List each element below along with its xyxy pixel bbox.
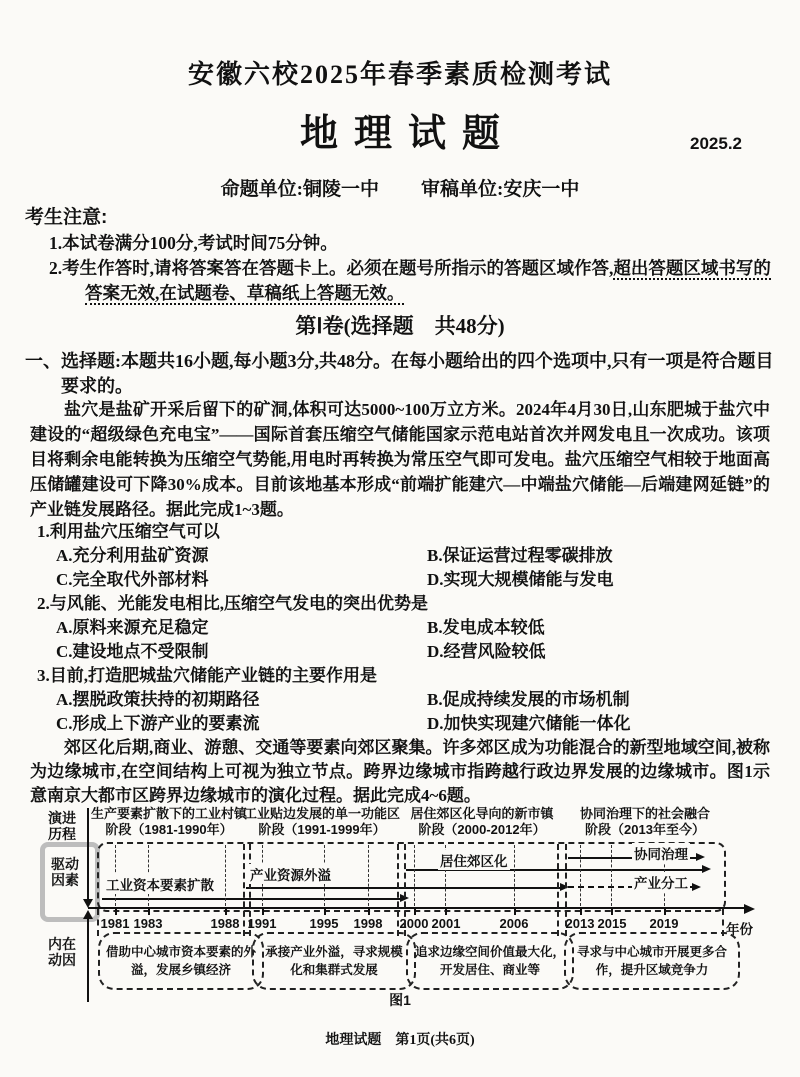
stage-2-name: 工业贴边发展的单一功能区 (243, 806, 400, 821)
figure-1-timeline-diagram (40, 806, 760, 1012)
stage-header-2 (243, 806, 401, 837)
year-tick-mark (414, 909, 416, 915)
dashed-year-divider (514, 845, 515, 906)
passage-salt-cavern: 盐穴是盐矿开采后留下的矿洞,体积可达5000~100万立方米。2024年4月30日,山东肥城于盐穴中建设的“超级绿色充电宝”——国际首套压缩空气储能国家示范电站首次并网发电且一次成功。该项目将剩余电能转换为压缩空气势能,用电时再转换为常压空气即可发电。盐穴压缩空气相较于地面高压储罐建设可下降30%成本。目前该地基本形成“前端扩能建穴—中端盐穴储能—后端建网延链”的产业链发展路径。据此完成1~3题。 (30, 400, 770, 519)
year-tick-mark (445, 909, 447, 915)
question-1-options-cd (32, 568, 780, 592)
dashed-period-boundary (722, 909, 724, 936)
stage-3-period: 阶段（2000-2012年） (418, 821, 546, 837)
internal-factor-box-2: 承接产业外溢，寻求规模化和集群式发展 (252, 932, 416, 990)
year-tick-label: 2001 (431, 916, 461, 931)
notice-item-2-emphasis: 超出答题区域书写的答案无效,在试题卷、草稿纸上答题无效。 (85, 258, 771, 303)
year-tick-mark (324, 909, 326, 915)
page-footer: 地理试题 第1页(共6页) (325, 1033, 475, 1048)
year-tick-label: 2006 (499, 916, 529, 931)
arrowhead-industrial-division (692, 883, 701, 891)
section-1-directive: 一、选择题:本题共16小题,每小题3分,共48分。在每小题给出的四个选项中,只有一项是符合题目要求的。 (25, 351, 774, 396)
row-label-internal: 内在动因 (48, 936, 76, 968)
internal-factor-box-4: 寻求与中心城市开展更多合作，提升区域竞争力 (564, 932, 740, 990)
volume-1-heading: 第Ⅰ卷(选择题 共48分) (295, 314, 505, 338)
figure-caption: 图1 (389, 992, 411, 1008)
question-1-options-ab (32, 544, 780, 568)
passage-edge-city: 郊区化后期,商业、游憩、交通等要素向郊区聚集。许多郊区成为功能混合的新型地域空间,被称为边缘城市,在空间结构上可视为独立节点。跨界边缘城市指跨越行政边界发展的边缘城市。图1示意南京大都市区跨界边缘城市的演化过程。据此完成4~6题。 (30, 738, 770, 805)
question-1-stem: 1.利用盐穴压缩空气可以 (37, 522, 220, 541)
driver-collaborative-governance: 协同治理 (632, 843, 690, 863)
year-tick-label: 1995 (309, 916, 339, 931)
question-block (32, 520, 780, 736)
year-tick-mark (262, 909, 264, 915)
driver-industrial-capital: 工业资本要素扩散 (104, 874, 216, 894)
notice-item-2 (25, 256, 777, 306)
option-3d: D.加快实现建穴储能一体化 (427, 714, 631, 733)
option-1d: D.实现大规模储能与发电 (427, 570, 614, 589)
stage-1-period: 阶段（1981-1990年） (105, 821, 233, 837)
year-tick-label: 1988 (210, 916, 240, 931)
row-label-drivers: 驱动因素 (51, 856, 79, 888)
year-tick-label: 1981 (100, 916, 130, 931)
dashed-period-boundary (397, 844, 399, 936)
year-tick-mark (580, 909, 582, 915)
stage-4-name: 协同治理下的社会融合 (579, 806, 710, 821)
notice-item-1: 1.本试卷满分100分,考试时间75分钟。 (49, 233, 338, 253)
arrowhead-collaborative-governance (696, 853, 705, 861)
year-tick-mark (368, 909, 370, 915)
question-2-options-ab (32, 616, 780, 640)
dashed-period-boundary (97, 909, 99, 936)
dashed-period-boundary (243, 844, 245, 936)
stage-1-name: 生产要素扩散下的工业村镇 (90, 806, 247, 821)
question-2-stem: 2.与风能、光能发电相比,压缩空气发电的突出优势是 (37, 594, 428, 613)
paper-date: 2025.2 (690, 134, 742, 153)
dashed-year-divider (368, 845, 369, 906)
candidate-notice (25, 205, 777, 306)
year-tick-label: 1998 (353, 916, 383, 931)
option-1b: B.保证运营过程零碳排放 (427, 546, 613, 565)
year-tick-label: 2000 (399, 916, 429, 931)
dashed-year-divider (611, 845, 612, 906)
axis-label-year: 年份 (726, 922, 753, 937)
dashed-year-divider (225, 845, 226, 906)
year-tick-label: 1983 (133, 916, 163, 931)
dashed-year-divider (580, 845, 581, 906)
question-3-options-cd (32, 712, 780, 736)
dashed-period-boundary (404, 844, 406, 936)
driver-industry-spillover: 产业资源外溢 (248, 864, 333, 884)
year-tick-label: 2019 (649, 916, 679, 931)
year-tick-mark (611, 909, 613, 915)
org-line (0, 174, 800, 201)
option-1a: A.充分利用盐矿资源 (56, 546, 209, 565)
row-label-evolution: 演进历程 (48, 810, 76, 842)
arrow-line-industrial-capital (102, 898, 402, 900)
stage-header-1 (88, 806, 250, 837)
year-tick-mark (664, 909, 666, 915)
year-tick-mark (514, 909, 516, 915)
stage-header-4 (567, 806, 723, 837)
question-2-options-cd (32, 640, 780, 664)
driver-industrial-division: 产业分工 (632, 872, 690, 892)
year-tick-mark (115, 909, 117, 915)
stage-4-period: 阶段（2013年至今） (585, 821, 705, 837)
year-tick-label: 2015 (597, 916, 627, 931)
year-tick-label: 1991 (247, 916, 277, 931)
internal-factor-box-1: 借助中心城市资本要素的外溢，发展乡镇经济 (98, 932, 264, 990)
stage-2-period: 阶段（1991-1999年） (258, 821, 386, 837)
dashed-period-boundary (557, 844, 559, 936)
dashed-year-divider (414, 845, 415, 906)
option-2a: A.原料来源充足稳定 (56, 618, 209, 637)
page-title: 地理试题 (299, 113, 516, 155)
arrowhead-residential-suburbanization (702, 865, 711, 873)
option-2c: C.建设地点不受限制 (56, 642, 209, 661)
internal-factor-box-3: 追求边缘空间价值最大化，开发居住、商业等 (406, 932, 574, 990)
option-1c: C.完全取代外部材料 (56, 570, 209, 589)
option-3a: A.摆脱政策扶持的初期路径 (56, 690, 260, 709)
notice-heading: 考生注意: (25, 207, 108, 228)
driver-residential-suburbanization: 居住郊区化 (438, 850, 510, 870)
year-tick-label: 2013 (565, 916, 595, 931)
option-2d: D.经营风险较低 (427, 642, 546, 661)
question-3-options-ab (32, 688, 780, 712)
option-2b: B.发电成本较低 (427, 618, 545, 637)
notice-item-2-text: 2.考生作答时,请将答案答在答题卡上。必须在题号所指示的答题区域作答, (49, 258, 614, 278)
stage-header-3 (404, 806, 560, 837)
year-tick-mark (148, 909, 150, 915)
stage-3-name: 居住郊区化导向的新市镇 (410, 806, 554, 821)
exam-session-title: 安徽六校2025年春季素质检测考试 (187, 60, 612, 89)
time-axis-arrowhead (744, 904, 755, 914)
question-3-stem: 3.目前,打造肥城盐穴储能产业链的主要作用是 (37, 666, 377, 685)
setter-unit: 命题单位:铜陵一中 (220, 179, 379, 200)
dashed-period-boundary (249, 844, 251, 936)
option-3c: C.形成上下游产业的要素流 (56, 714, 260, 733)
time-axis-line (88, 907, 748, 909)
year-tick-mark (225, 909, 227, 915)
dashed-period-boundary (565, 844, 567, 936)
option-3b: B.促成持续发展的市场机制 (427, 690, 630, 709)
reviewer-unit: 审稿单位:安庆一中 (421, 179, 580, 200)
